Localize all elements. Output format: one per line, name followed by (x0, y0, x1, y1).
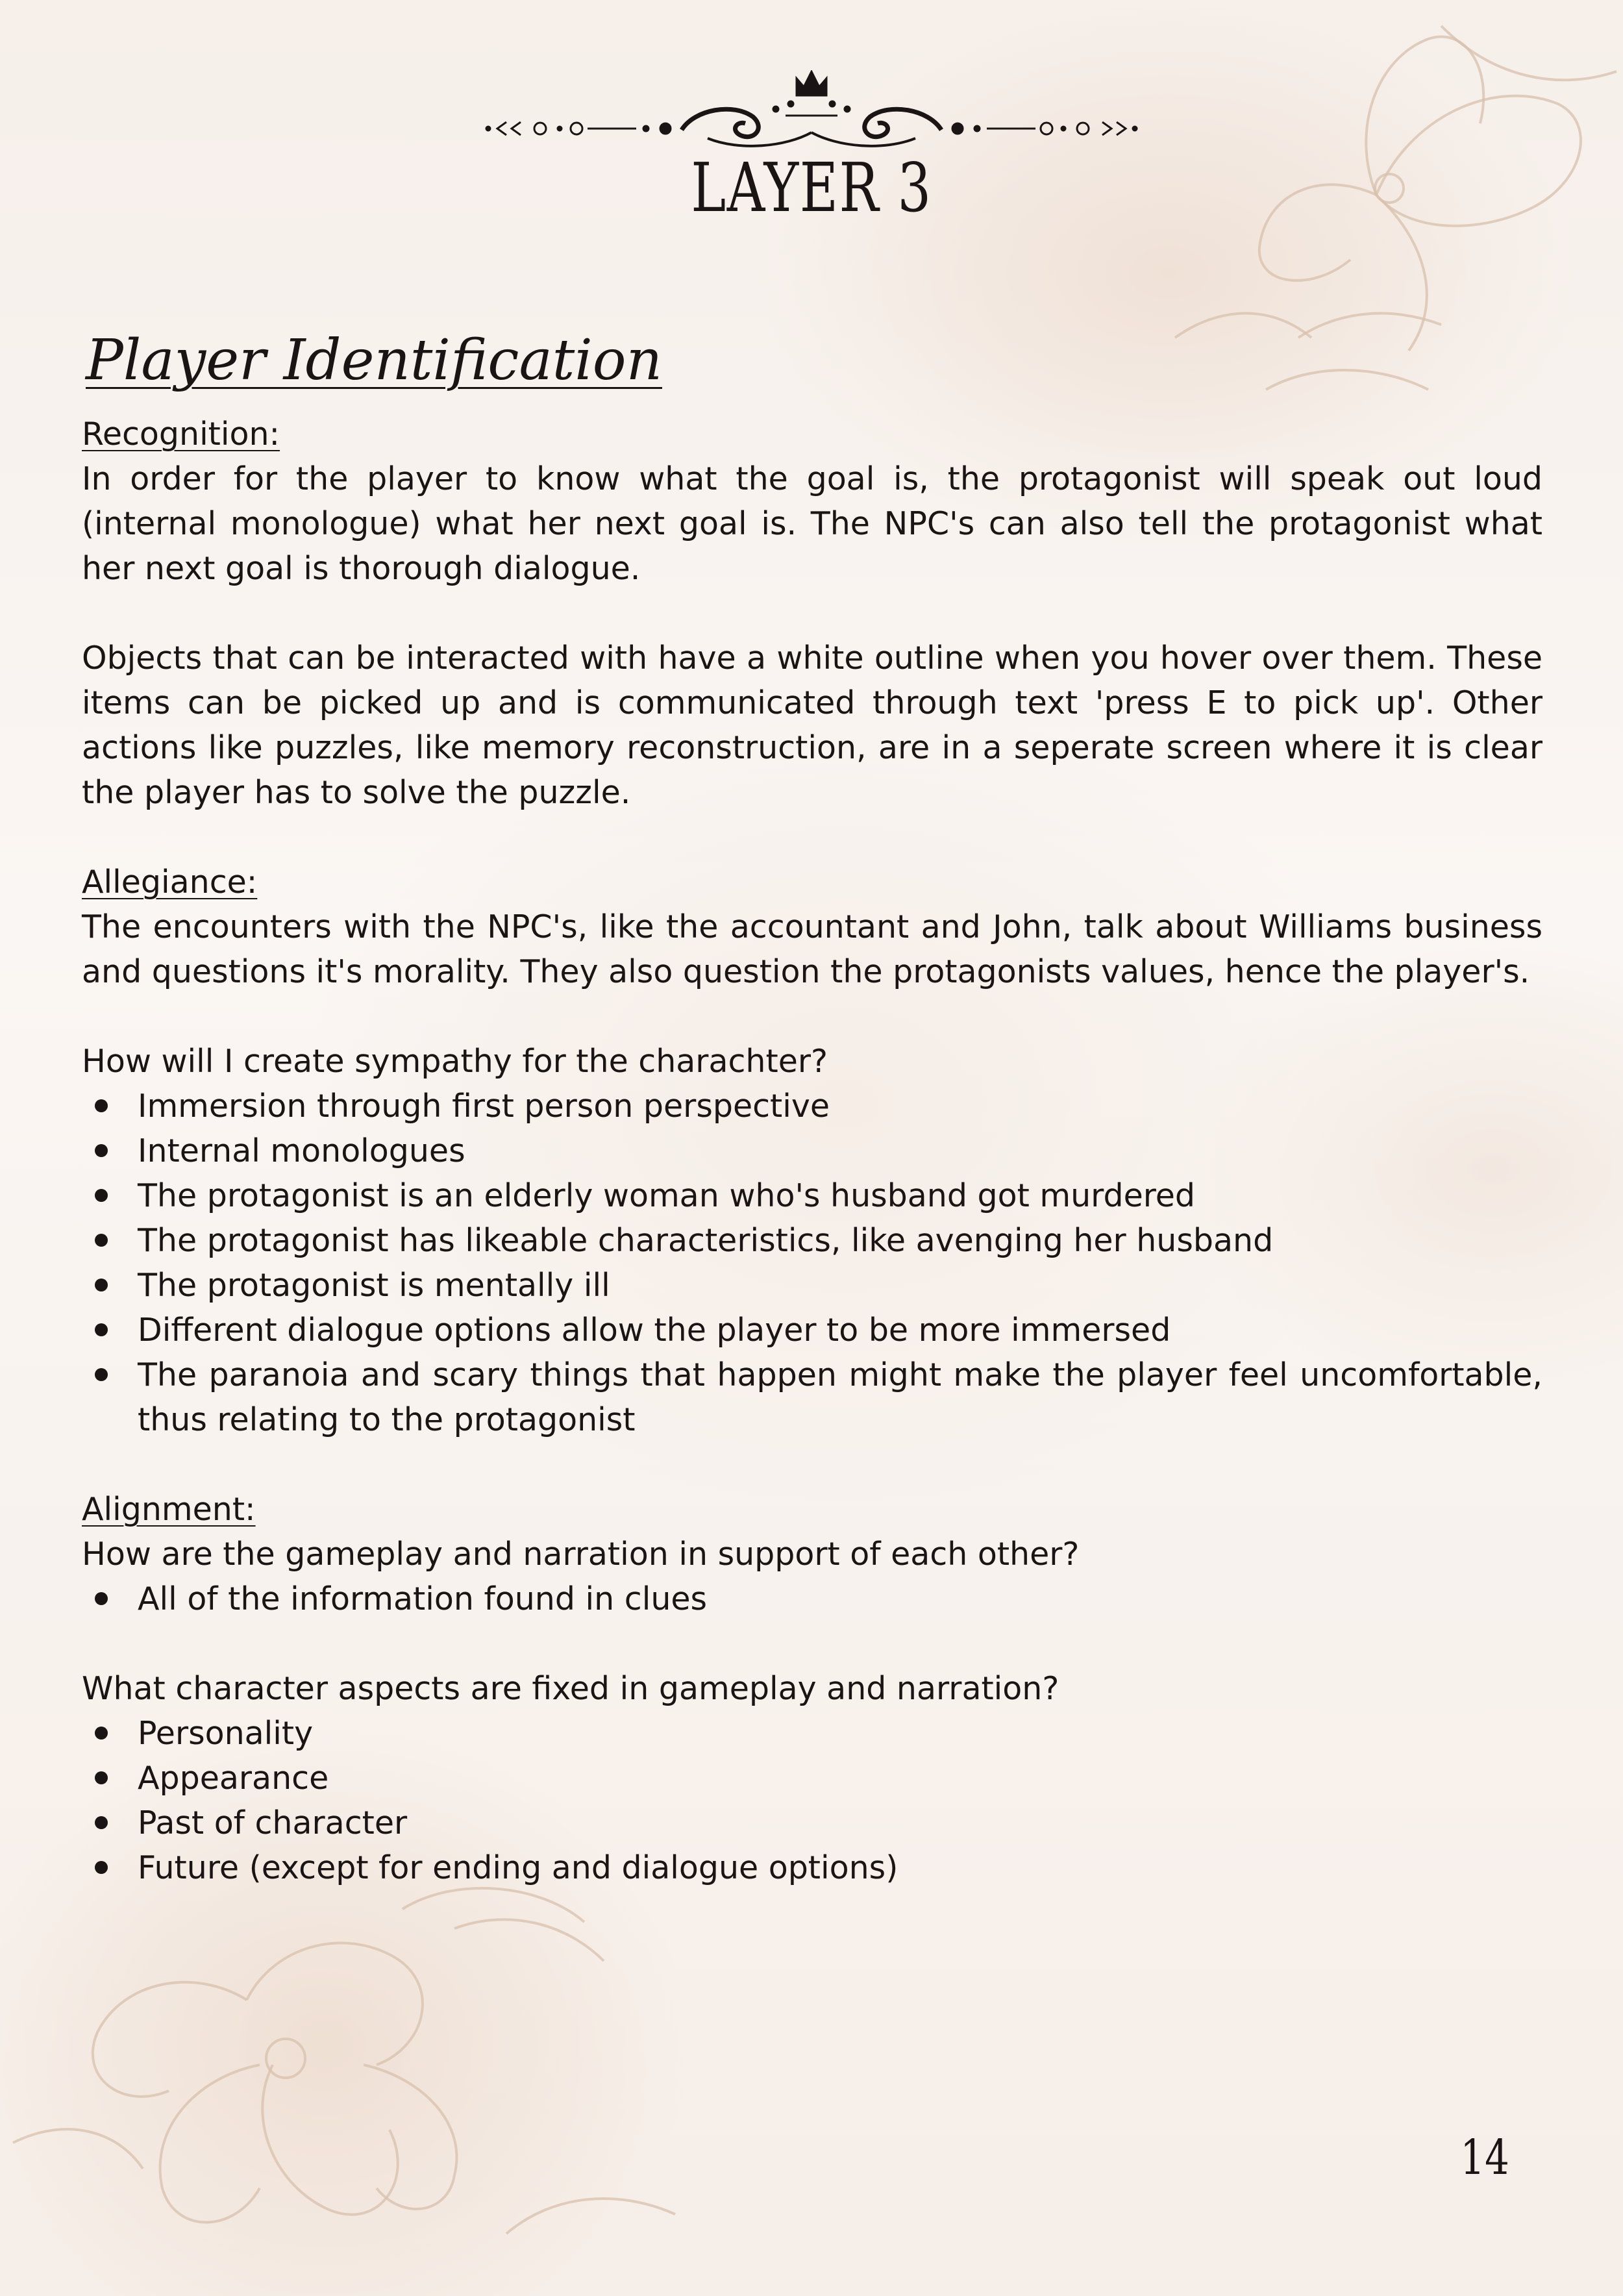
bullet-icon (95, 1099, 108, 1112)
alignment-question-1: How are the gameplay and narration in support of each other? (82, 1536, 1080, 1573)
spacer (82, 591, 1542, 636)
bullet-icon (95, 1144, 108, 1157)
list-item-text: The protagonist is an elderly woman who's husband got murdered (138, 1177, 1196, 1214)
list-item-text: All of the information found in clues (138, 1580, 708, 1617)
bullet-icon (95, 1592, 108, 1605)
list-item-text: Past of character (138, 1804, 408, 1841)
list-item (82, 1801, 1542, 1845)
floral-decoration-bottom-left-icon (0, 1870, 714, 2296)
bullet-icon (95, 1861, 108, 1874)
list-item-text: The protagonist is mentally ill (138, 1267, 610, 1304)
list-item-text: Immersion through first person perspective (138, 1088, 830, 1125)
bullet-icon (95, 1279, 108, 1292)
bullet-icon (95, 1727, 108, 1740)
list-item-text: Different dialogue options allow the player to be more immersed (138, 1312, 1171, 1349)
list-item (82, 1577, 1542, 1621)
list-item (82, 1218, 1542, 1263)
page-title: LAYER 3 (691, 148, 932, 227)
alignment-list-1 (82, 1577, 1542, 1621)
list-item-text: Future (except for ending and dialogue options) (138, 1849, 898, 1886)
list-item-text: Personality (138, 1715, 314, 1752)
list-item-text: Internal monologues (138, 1132, 465, 1169)
page-number: 14 (1460, 2130, 1509, 2186)
recognition-paragraph-1: In order for the player to know what the goal is, the protagonist will speak out loud (internal monologue) what her next goal is. The NPC's can also tell the protagonist what her next goal is thorough dialogue. (82, 460, 1542, 587)
list-item (82, 1084, 1542, 1129)
alignment-heading: Alignment: (82, 1491, 256, 1528)
allegiance-heading: Allegiance: (82, 864, 258, 901)
allegiance-question: How will I create sympathy for the charachter? (82, 1043, 828, 1080)
spacer (82, 1442, 1542, 1487)
list-item (82, 1845, 1542, 1890)
section-heading: Player Identification (86, 328, 662, 393)
recognition-heading: Recognition: (82, 416, 280, 453)
header-ornament-icon (480, 70, 1143, 155)
spacer (82, 1621, 1542, 1666)
list-item (82, 1353, 1542, 1442)
bullet-icon (95, 1323, 108, 1336)
alignment-question-2: What character aspects are fixed in gameplay and narration? (82, 1670, 1059, 1707)
list-item (82, 1308, 1542, 1353)
allegiance-paragraph: The encounters with the NPC's, like the accountant and John, talk about Williams business and questions it's morality. They also question the protagonists values, hence the player's. (82, 908, 1542, 990)
list-item (82, 1711, 1542, 1756)
spacer (82, 994, 1542, 1039)
list-item-text: The protagonist has likeable characteristics, like avenging her husband (138, 1222, 1274, 1259)
list-item-text: The paranoia and scary things that happen might make the player feel uncomfortable, thus relating to the protagonist (138, 1356, 1542, 1438)
list-item (82, 1129, 1542, 1173)
bullet-icon (95, 1189, 108, 1202)
recognition-paragraph-2: Objects that can be interacted with have a white outline when you hover over them. These items can be picked up and is communicated through text 'press E to pick up'. Other actions like puzzles, like memory reconstruction, are in a seperate screen where it is clear the player has to solve the puzzle. (82, 640, 1542, 811)
document-body (82, 325, 1542, 1890)
list-item (82, 1173, 1542, 1218)
sympathy-list (82, 1084, 1542, 1442)
spacer (82, 815, 1542, 860)
bullet-icon (95, 1816, 108, 1829)
bullet-icon (95, 1234, 108, 1247)
list-item (82, 1263, 1542, 1308)
list-item-text: Appearance (138, 1760, 329, 1797)
bullet-icon (95, 1368, 108, 1381)
bullet-icon (95, 1771, 108, 1784)
list-item (82, 1756, 1542, 1801)
alignment-list-2 (82, 1711, 1542, 1890)
